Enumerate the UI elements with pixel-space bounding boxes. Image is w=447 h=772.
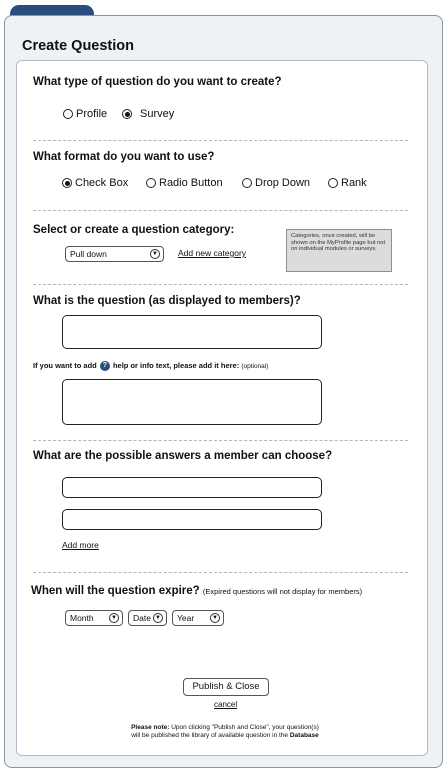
- cancel-link[interactable]: cancel: [214, 700, 238, 709]
- help-text-label: [33, 361, 268, 371]
- help-text-prefix: If you want to add: [33, 361, 97, 370]
- answer-input-2[interactable]: [62, 509, 322, 530]
- divider: [33, 440, 408, 441]
- option-check-box-label: Check Box: [75, 177, 129, 189]
- expire-question-label: [31, 585, 362, 597]
- chevron-down-icon: ▼: [150, 249, 160, 259]
- category-dropdown-value: Pull down: [70, 249, 107, 259]
- footnote-line2: will be published the library of available question in the: [131, 732, 289, 740]
- expire-question-text: When will the question expire?: [31, 585, 200, 597]
- survey-radio[interactable]: [122, 109, 132, 119]
- year-dropdown-value: Year: [177, 613, 195, 623]
- option-radio-button-label: Radio Button: [159, 177, 223, 189]
- expire-note: (Expired questions will not display for members): [202, 587, 363, 596]
- divider: [33, 284, 408, 285]
- footnote: [60, 724, 390, 740]
- drop-down-radio[interactable]: [242, 178, 252, 188]
- year-dropdown[interactable]: [172, 610, 224, 626]
- radio-button-radio[interactable]: [146, 178, 156, 188]
- optional-label: (optional): [241, 363, 269, 370]
- month-dropdown[interactable]: [65, 610, 123, 626]
- page-title: Create Question: [22, 38, 134, 54]
- question-mark-icon: ?: [100, 361, 110, 371]
- chevron-down-icon: ▼: [210, 613, 220, 623]
- option-drop-down-label: Drop Down: [255, 177, 311, 189]
- answer-input-1[interactable]: [62, 477, 322, 498]
- option-rank[interactable]: [328, 177, 367, 189]
- date-dropdown[interactable]: [128, 610, 167, 626]
- month-dropdown-value: Month: [70, 613, 94, 623]
- type-question-label: What type of question do you want to create?: [33, 76, 282, 88]
- option-profile[interactable]: [63, 108, 107, 120]
- footnote-label: Please note:: [131, 724, 170, 731]
- profile-radio[interactable]: [63, 109, 73, 119]
- footnote-line1: Upon clicking "Publish and Close", your question(s): [171, 724, 319, 731]
- divider: [33, 140, 408, 141]
- publish-close-button[interactable]: Publish & Close: [183, 678, 269, 696]
- chevron-down-icon: ▼: [153, 613, 163, 623]
- option-radio-button[interactable]: [146, 177, 223, 189]
- rank-radio[interactable]: [328, 178, 338, 188]
- help-text-suffix: help or info text, please add it here:: [112, 361, 240, 370]
- help-text-input[interactable]: [62, 379, 322, 425]
- add-new-category-link[interactable]: Add new category: [178, 248, 247, 258]
- question-input[interactable]: [62, 315, 322, 349]
- category-info-box: Categories, once created, will be shown on the MyProfile page but not on individual modules or surveys.: [286, 229, 392, 272]
- add-more-link[interactable]: Add more: [62, 540, 99, 550]
- divider: [33, 210, 408, 211]
- option-profile-label: Profile: [76, 108, 108, 120]
- date-dropdown-value: Date: [133, 613, 151, 623]
- option-survey[interactable]: [122, 108, 174, 120]
- format-question-label: What format do you want to use?: [33, 151, 215, 163]
- category-question-label: Select or create a question category:: [33, 224, 235, 236]
- chevron-down-icon: ▼: [109, 613, 119, 623]
- option-survey-label: Survey: [140, 108, 175, 120]
- option-check-box[interactable]: [62, 177, 128, 189]
- divider: [33, 572, 408, 573]
- footnote-database: Database: [289, 732, 319, 740]
- question-text-label: What is the question (as displayed to members)?: [33, 295, 301, 307]
- check-box-radio[interactable]: [62, 178, 72, 188]
- answers-question-label: What are the possible answers a member can choose?: [33, 450, 333, 462]
- category-dropdown[interactable]: [65, 246, 164, 262]
- option-drop-down[interactable]: [242, 177, 310, 189]
- option-rank-label: Rank: [341, 177, 367, 189]
